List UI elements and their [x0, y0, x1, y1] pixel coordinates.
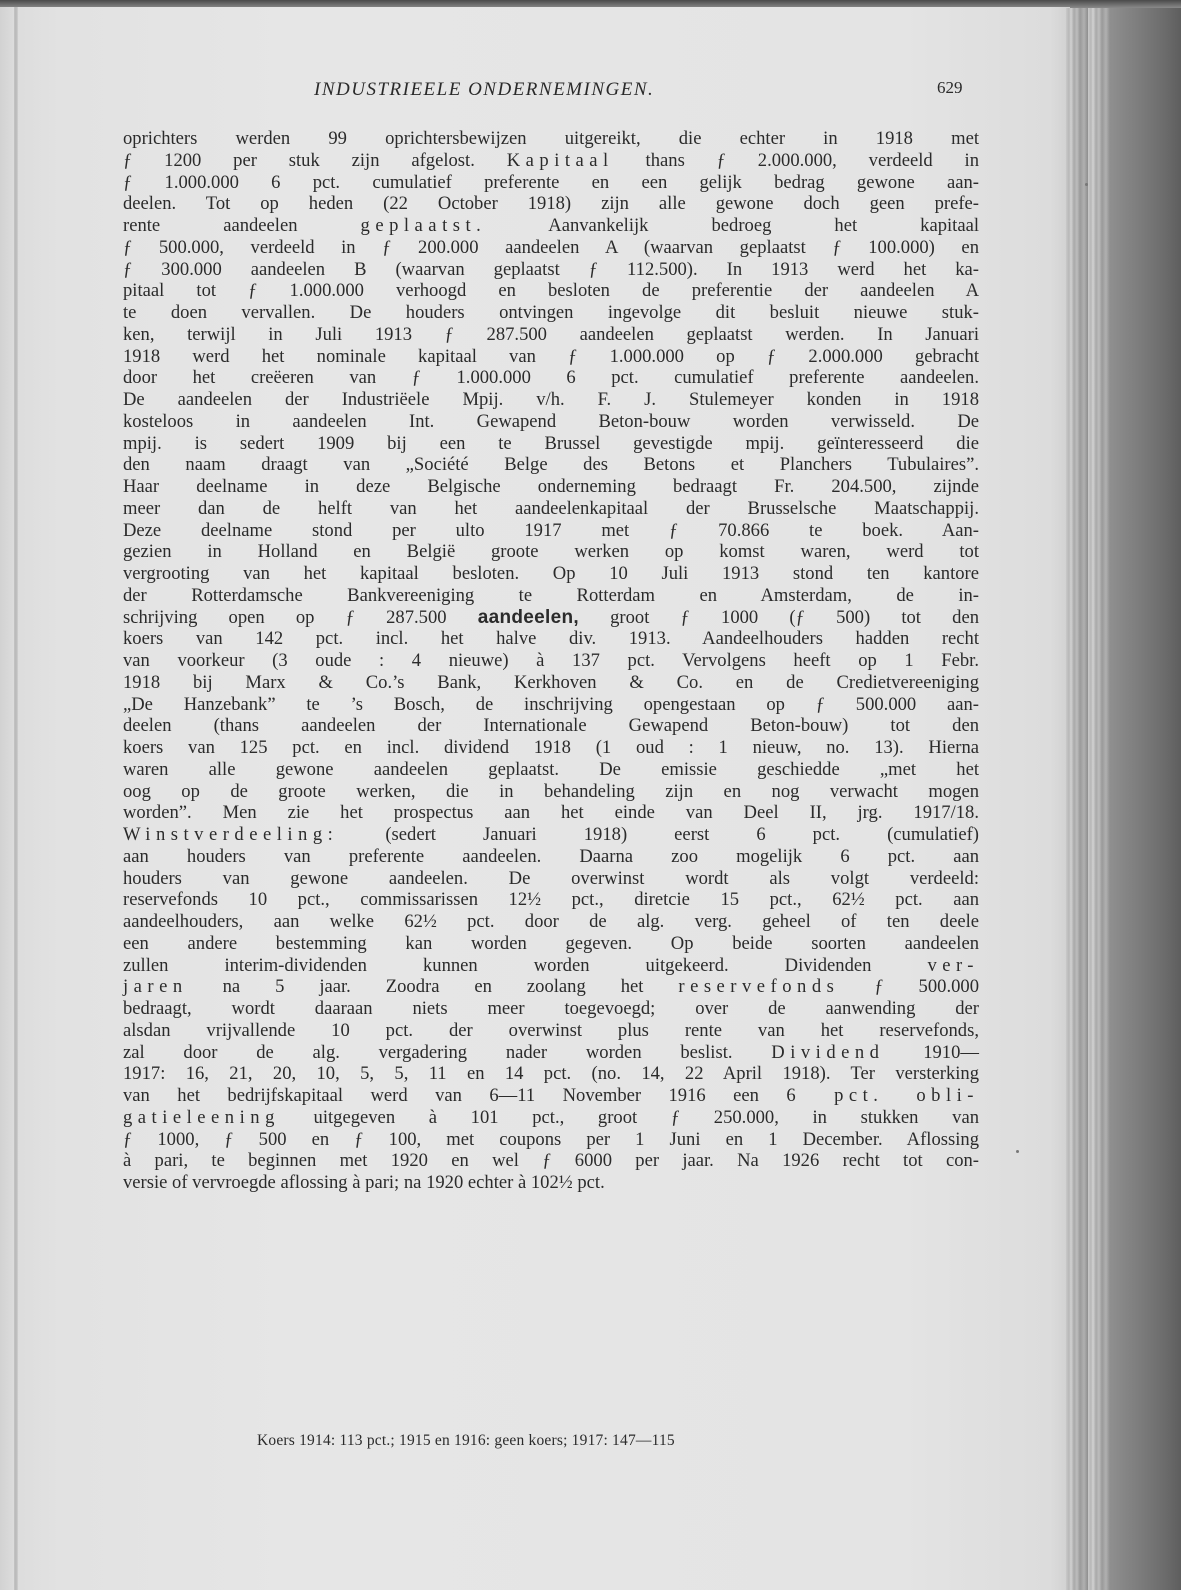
text-segment: door het creëeren van ƒ 1.000.000 6 pct. cumulatief preferente aandeelen. [123, 367, 979, 389]
emphasized-text: 6 pct. obli- [786, 1085, 979, 1106]
emphasized-text: jaren [123, 976, 188, 998]
text-segment: vergrooting van het kapitaal besloten. Op 10 Juli 1913 stond ten kantore [123, 563, 979, 584]
text-line [123, 672, 979, 694]
text-line [123, 759, 979, 781]
text-segment: Aanvankelijk bedroeg het kapitaal [486, 215, 979, 236]
text-segment: (sedert Januari 1918) eerst 6 pct. (cumulatief) [338, 824, 979, 845]
text-segment: houders van gewone aandeelen. De overwinst wordt als volgt verdeeld: [123, 867, 979, 889]
text-segment: zal door de alg. vergadering nader worden beslist. [123, 1041, 772, 1063]
text-segment: pitaal tot ƒ 1.000.000 verhoogd en besloten de preferentie der aandeelen A [123, 280, 979, 302]
text-segment: ken, terwijl in Juli 1913 ƒ 287.500 aandeelen geplaatst werden. In Januari [123, 323, 979, 345]
text-line [123, 846, 979, 868]
text-segment: te doen vervallen. De houders ontvingen ingevolge dit besluit nieuwe stuk- [123, 302, 979, 323]
text-segment: van voorkeur (3 oude : 4 nieuwe) à 137 pct. Vervolgens heeft op 1 Febr. [123, 650, 979, 671]
text-line [123, 889, 979, 911]
scan-speck [1085, 183, 1088, 186]
text-line [123, 302, 979, 324]
text-line [123, 150, 979, 172]
text-segment: deelen (thans aandeelen der Internationale Gewapend Beton-bouw) tot den [123, 715, 979, 737]
text-line [123, 172, 979, 194]
text-segment: 1918 bij Marx & Co.’s Bank, Kerkhoven & Co. en de Credietvereeniging [123, 671, 979, 693]
text-line [123, 1063, 979, 1085]
text-segment: 1917: 16, 21, 20, 10, 5, 5, 11 en 14 pct. (no. 14, 22 April 1918). Ter versterking [123, 1063, 979, 1085]
text-line [123, 433, 979, 455]
text-line [123, 193, 979, 215]
emphasized-text: Winstverdeeling: [123, 824, 339, 845]
text-line [123, 585, 979, 607]
text-line [123, 824, 979, 846]
text-segment: à pari, te beginnen met 1920 en wel ƒ 6000 per jaar. Na 1926 recht tot con- [123, 1150, 979, 1172]
text-segment: deelen. Tot op heden (22 October 1918) zijn alle gewone doch geen prefe- [123, 193, 979, 215]
text-segment: aan houders van preferente aandeelen. Daarna zoo mogelijk 6 pct. aan [123, 845, 979, 867]
text-segment: reservefonds 10 pct., commissarissen 12½ pct., diretcie 15 pct., 62½ pct. aan [123, 889, 979, 911]
text-line [123, 476, 979, 498]
text-segment: Haar deelname in deze Belgische onderneming bedraagt Fr. 204.500, zijnde [123, 476, 979, 497]
text-line [123, 607, 979, 629]
emphasized-text: ver- [927, 954, 979, 976]
book-cover-edge [1110, 8, 1181, 1590]
text-segment: den naam draagt van „Société Belge des Betons et Planchers Tubulaires”. [123, 454, 979, 476]
text-line [123, 563, 979, 585]
text-line [123, 955, 979, 977]
text-segment: waren alle gewone aandeelen geplaatst. De emissie geschiedde „met het [123, 758, 979, 780]
text-line [123, 128, 979, 150]
text-segment: thans ƒ 2.000.000, verdeeld in [613, 149, 979, 171]
text-segment: alsdan vrijvallende 10 pct. der overwinst plus rente van het reservefonds, [123, 1019, 979, 1041]
text-line [123, 541, 979, 563]
text-line [123, 998, 979, 1020]
text-line [123, 237, 979, 259]
text-line [123, 520, 979, 542]
text-line [123, 694, 979, 716]
text-segment: Deze deelname stond per ulto 1917 met ƒ 70.866 te boek. Aan- [123, 519, 979, 541]
text-line [123, 280, 979, 302]
text-line [123, 454, 979, 476]
emphasized-text: aandeelen, [477, 606, 579, 628]
text-line [123, 389, 979, 411]
emphasized-text: reservefonds [678, 976, 840, 998]
text-segment: ƒ 300.000 aandeelen B (waarvan geplaatst ƒ 112.500). In 1913 werd het ka- [123, 258, 979, 280]
text-line [123, 1020, 979, 1042]
text-segment: van het bedrijfskapitaal werd van 6—11 November 1916 een [123, 1085, 787, 1106]
text-line [123, 976, 979, 998]
scan-speck [1016, 1150, 1019, 1153]
text-segment: schrijving open op ƒ 287.500 [123, 606, 478, 628]
text-line [123, 324, 979, 346]
emphasized-text: gatieleening [123, 1106, 280, 1128]
text-line [123, 911, 979, 933]
text-segment: rente aandeelen [123, 215, 361, 236]
text-line [123, 868, 979, 890]
text-line [123, 215, 979, 237]
page-gutter-crease [14, 7, 18, 1590]
text-line [123, 650, 979, 672]
text-segment: „De Hanzebank” te ’s Bosch, de inschrijving opengestaan op ƒ 500.000 aan- [123, 693, 979, 715]
text-line [123, 259, 979, 281]
text-line [123, 411, 979, 433]
text-line [123, 1150, 979, 1172]
text-segment: oog op de groote werken, die in behandeling zijn en nog verwacht mogen [123, 780, 979, 802]
text-segment: meer dan de helft van het aandeelenkapitaal der Brusselsche Maatschappij. [123, 497, 979, 519]
text-segment: oprichters werden 99 oprichtersbewijzen uitgereikt, die echter in 1918 met [123, 128, 979, 149]
emphasized-text: Kapitaal [506, 149, 614, 171]
emphasized-text: geplaatst. [360, 215, 487, 236]
text-line [123, 715, 979, 737]
text-line [123, 1085, 979, 1107]
text-line [123, 498, 979, 520]
emphasized-text: Dividend [771, 1041, 885, 1063]
text-segment: 1918 werd het nominale kapitaal van ƒ 1.000.000 op ƒ 2.000.000 gebracht [123, 345, 979, 367]
text-line [123, 802, 979, 824]
text-line [123, 1129, 979, 1151]
text-line [123, 1042, 979, 1064]
text-line [123, 1107, 979, 1129]
text-segment: na 5 jaar. Zoodra en zoolang het [187, 976, 679, 998]
text-segment: ƒ 500.000 [839, 976, 979, 998]
page-number: 629 [937, 78, 963, 97]
text-segment: kosteloos in aandeelen Int. Gewapend Beton-bouw worden verwisseld. De [123, 410, 979, 432]
text-segment: der Rotterdamsche Bankvereeniging te Rotterdam en Amsterdam, de in- [123, 584, 979, 606]
text-segment: ƒ 1200 per stuk zijn afgelost. [123, 149, 507, 171]
text-segment: ƒ 1.000.000 6 pct. cumulatief preferente en een gelijk bedrag gewone aan- [123, 171, 979, 193]
text-segment: uitgegeven à 101 pct., groot ƒ 250.000, in stukken van [279, 1106, 979, 1128]
text-line [123, 367, 979, 389]
text-segment: koers van 142 pct. incl. het halve div. 1913. Aandeelhouders hadden recht [123, 628, 979, 650]
text-segment: koers van 125 pct. en incl. dividend 1918 (1 oud : 1 nieuw, no. 13). Hierna [123, 737, 979, 758]
text-segment: 1910— [884, 1041, 979, 1063]
text-segment: een andere bestemming kan worden gegeven. Op beide soorten aandeelen [123, 932, 979, 954]
text-line [123, 346, 979, 368]
text-segment: ƒ 500.000, verdeeld in ƒ 200.000 aandeelen A (waarvan geplaatst ƒ 100.000) en [123, 236, 979, 258]
text-line [123, 737, 979, 759]
text-segment: mpij. is sedert 1909 bij een te Brussel gevestigde mpij. geïnteresseerd die [123, 432, 979, 454]
text-segment: De aandeelen der Industriëele Mpij. v/h. F. J. Stulemeyer konden in 1918 [123, 389, 979, 410]
koers-footnote: Koers 1914: 113 pct.; 1915 en 1916: geen koers; 1917: 147—115 [257, 1432, 675, 1449]
text-segment: gezien in Holland en België groote werken op komst waren, werd tot [123, 541, 979, 563]
text-segment: versie of vervroegde aflossing à pari; na 1920 echter à 102½ pct. [123, 1172, 605, 1193]
text-segment: zullen interim-dividenden kunnen worden uitgekeerd. Dividenden [123, 954, 928, 976]
body-paragraph [123, 128, 979, 1194]
text-line [123, 933, 979, 955]
text-segment: groot ƒ 1000 (ƒ 500) tot den [578, 606, 979, 628]
running-head: INDUSTRIEELE ONDERNEMINGEN. [314, 79, 655, 100]
text-line [123, 1172, 979, 1194]
text-segment: bedraagt, wordt daaraan niets meer toegevoegd; over de aanwending der [123, 998, 979, 1019]
text-segment: worden”. Men zie het prospectus aan het einde van Deel II, jrg. 1917/18. [123, 802, 979, 824]
text-line [123, 628, 979, 650]
text-segment: ƒ 1000, ƒ 500 en ƒ 100, met coupons per 1 Juni en 1 December. Aflossing [123, 1128, 979, 1150]
text-segment: aandeelhouders, aan welke 62½ pct. door de alg. verg. geheel of ten deele [123, 911, 979, 932]
text-line [123, 781, 979, 803]
